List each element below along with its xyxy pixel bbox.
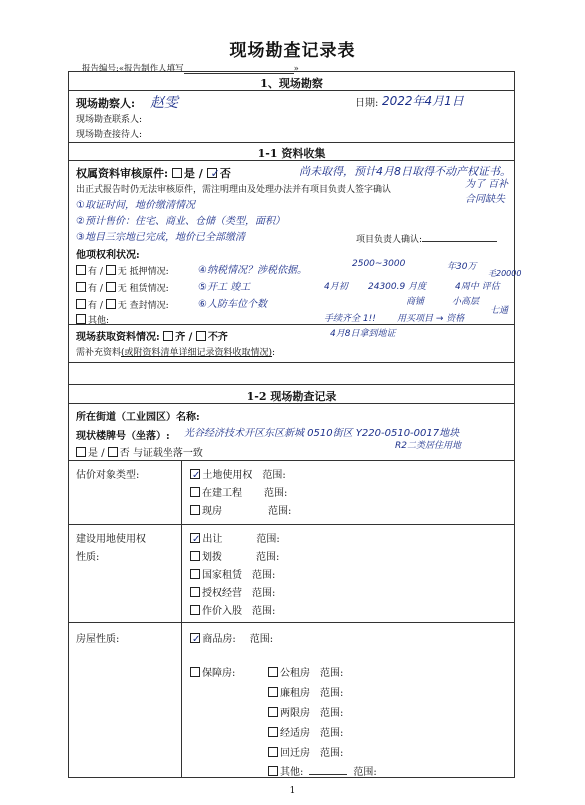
hw-note: 4周中 评估 (455, 282, 500, 292)
seizure-no-checkbox[interactable] (106, 299, 116, 309)
commercial-house-item[interactable]: ✓ 商品房: 范围: (192, 634, 274, 645)
receiver-label: 现场勘查接待人: (76, 130, 143, 140)
divider (68, 324, 515, 325)
other-row: 其他: (76, 313, 109, 326)
contact-label: 现场勘查联系人: (76, 115, 143, 125)
economic-house-checkbox[interactable] (268, 727, 278, 737)
land-nature-item[interactable]: 授权经营 范围: (190, 584, 275, 599)
date-value: 2022年4月1日 (382, 94, 464, 108)
mortgage-handwritten: ④纳税情况？涉税依据。 (198, 265, 307, 276)
land-nature-item[interactable]: ✓ 出让 范围: (192, 534, 280, 545)
capital-contribution-checkbox[interactable] (190, 605, 200, 615)
valuation-item[interactable]: 在建工程 范围: (190, 484, 287, 499)
check-mark-icon: ✓ (192, 534, 201, 545)
check-mark-icon: ✓ (210, 167, 220, 180)
consistent-yes-checkbox[interactable] (76, 447, 86, 457)
seizure-row: 有 / 无 查封情况: (76, 298, 169, 311)
consistency-row: 是 / 否 与证载坐落一致 (76, 444, 203, 459)
hw-note: 4月初 (324, 282, 348, 292)
material-full-checkbox[interactable] (163, 331, 173, 341)
ownership-row: 权属资料审核原件: 是 / ✓否 (76, 167, 231, 180)
hw-note: 小高层 (452, 297, 480, 307)
hw-note: 2500~3000 (352, 259, 406, 269)
price-limited-checkbox[interactable] (268, 707, 278, 717)
hw-note: 毛20000 (488, 269, 522, 278)
house-nature-label: 房屋性质: (76, 634, 120, 645)
other-house-checkbox[interactable] (268, 766, 278, 776)
hw-note: 七通 (490, 306, 509, 316)
valuation-item[interactable]: 现房 范围: (190, 502, 291, 517)
report-number: 报告编号:«报告制作人填写 » (82, 64, 299, 74)
divider (68, 524, 515, 525)
surveyor-name: 赵雯 (150, 95, 178, 111)
affordable-sub-item[interactable]: 其他: 范围: (268, 763, 377, 778)
public-rental-checkbox[interactable] (268, 667, 278, 677)
handwritten-item-3: ③地目三宗地已完成，地价已全部缴清 (76, 232, 245, 243)
section-heading-1-2: 1-2 现场勘查记录 (246, 390, 337, 403)
hw-note: 24300.9 月度 (368, 282, 427, 292)
other-house-field[interactable] (309, 774, 347, 775)
affordable-sub-item[interactable]: 经适房 范围: (268, 724, 343, 739)
low-rent-checkbox[interactable] (268, 687, 278, 697)
affordable-house-item[interactable]: 保障房: (190, 664, 235, 679)
date-label: 日期: (355, 98, 379, 109)
page-number: 1 (289, 786, 296, 796)
allocation-checkbox[interactable] (190, 551, 200, 561)
lease-no-checkbox[interactable] (106, 282, 116, 292)
supplement-row: 需补充资料(或附资料清单详细记录资料收取情况): (76, 348, 276, 358)
land-nature-label-2: 性质: (76, 552, 100, 563)
handwritten-item-1: ①取证时间，地价缴清情况 (76, 200, 195, 211)
plate-handwritten-land-use: R2二类居住用地 (395, 441, 461, 451)
valuation-type-label: 估价对象类型: (76, 470, 140, 481)
affordable-sub-item[interactable]: 回迁房 范围: (268, 744, 343, 759)
affordable-sub-item[interactable]: 两限房 范围: (268, 704, 343, 719)
divider (68, 622, 515, 623)
hw-note: 手续齐全 1!! (324, 314, 376, 324)
existing-house-checkbox[interactable] (190, 505, 200, 515)
ownership-yes-checkbox[interactable] (172, 168, 182, 178)
material-partial-checkbox[interactable] (196, 331, 206, 341)
construction-checkbox[interactable] (190, 487, 200, 497)
land-nature-item[interactable]: 划拨 范围: (190, 548, 279, 563)
hw-note: 4月8日拿到地证 (330, 329, 396, 339)
mortgage-yes-checkbox[interactable] (76, 265, 86, 275)
check-mark-icon: ✓ (192, 470, 201, 481)
affordable-sub-item[interactable]: 廉租房 范围: (268, 684, 343, 699)
lease-handwritten: ⑤开工 竣工 (198, 282, 251, 293)
state-lease-checkbox[interactable] (190, 569, 200, 579)
divider (68, 460, 515, 461)
plate-label: 现状楼牌号（坐落）: (76, 431, 170, 442)
surveyor-label: 现场勘察人: (76, 97, 136, 110)
section-heading-1-1: 1-1 资料收集 (257, 147, 326, 160)
seizure-yes-checkbox[interactable] (76, 299, 86, 309)
plate-handwritten: 光谷经济技术开区东区新城 0510街区 Y220-0510-0017地块 (184, 428, 460, 439)
handwritten-item-2: ②预计售价：住宅、商业、仓储（类型，面积） (76, 216, 285, 227)
page-title: 现场勘查记录表 (229, 41, 356, 61)
divider (68, 362, 515, 363)
divider (68, 142, 515, 143)
hw-note: 年30万 (447, 262, 477, 272)
check-mark-icon: ✓ (192, 634, 201, 645)
ownership-note: 出正式报告时仍无法审核原件，需注明理由及处理办法并有项目负责人签字确认 (76, 185, 392, 195)
section-heading-1: 1、现场勘察 (260, 77, 323, 90)
land-nature-item[interactable]: 国家租赁 范围: (190, 566, 275, 581)
affordable-house-checkbox[interactable] (190, 667, 200, 677)
authorized-operation-checkbox[interactable] (190, 587, 200, 597)
pm-confirm-field[interactable] (422, 241, 497, 242)
ownership-handwritten-side: 为了 百补 合同缺失 (465, 179, 509, 205)
mortgage-no-checkbox[interactable] (106, 265, 116, 275)
street-label: 所在街道（工业园区）名称: (76, 412, 200, 423)
other-rights-label: 他项权利状况: (76, 250, 140, 261)
pm-confirm: 项目负责人确认: (356, 232, 497, 245)
lease-yes-checkbox[interactable] (76, 282, 86, 292)
site-material-row: 现场获取资料情况: 齐 / 不齐 (76, 332, 228, 343)
relocation-house-checkbox[interactable] (268, 747, 278, 757)
valuation-item[interactable]: ✓ 土地使用权 范围: (192, 470, 286, 481)
ownership-handwritten-reason: 尚未取得，预计4月8日取得不动产权证书。 (299, 165, 511, 178)
land-nature-label: 建设用地使用权 (76, 534, 146, 545)
other-checkbox[interactable] (76, 314, 86, 324)
mortgage-row: 有 / 无 抵押情况: (76, 264, 169, 277)
consistent-no-checkbox[interactable] (108, 447, 118, 457)
seizure-handwritten: ⑥人防车位个数 (198, 299, 267, 310)
divider (68, 384, 515, 385)
lease-row: 有 / 无 租赁情况: (76, 281, 169, 294)
hw-note: 用买项目 → 资格 (397, 314, 465, 324)
affordable-sub-item[interactable]: 公租房 范围: (268, 664, 343, 679)
hw-note: 商铺 (406, 297, 425, 307)
land-nature-item[interactable]: 作价入股 范围: (190, 602, 275, 617)
column-divider (181, 460, 182, 778)
